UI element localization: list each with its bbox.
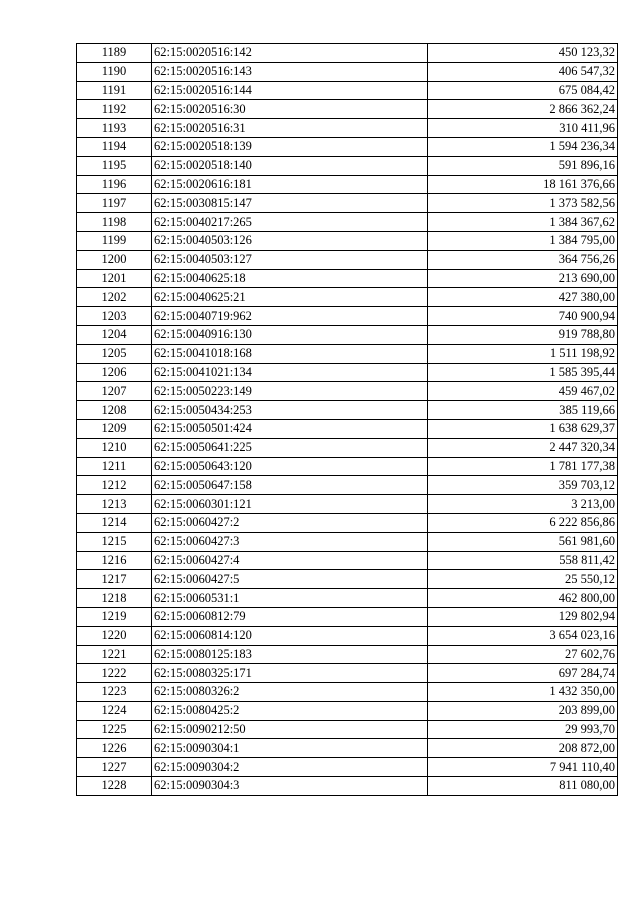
- cadastral-value-table: [76, 43, 618, 796]
- cadastral-number-cell: 62:15:0060427:3: [152, 532, 428, 551]
- row-number-cell: 1217: [77, 570, 152, 589]
- cadastral-value-cell: 129 802,94: [428, 607, 618, 626]
- cadastral-number-cell: 62:15:0020516:31: [152, 119, 428, 138]
- row-number-cell: 1189: [77, 44, 152, 63]
- cadastral-number-cell: 62:15:0040625:18: [152, 269, 428, 288]
- table-row: [77, 44, 618, 63]
- cadastral-number-cell: 62:15:0040916:130: [152, 325, 428, 344]
- cadastral-value-cell: 213 690,00: [428, 269, 618, 288]
- cadastral-number-cell: 62:15:0050643:120: [152, 457, 428, 476]
- table-row: [77, 777, 618, 796]
- cadastral-number-cell: 62:15:0040217:265: [152, 213, 428, 232]
- row-number-cell: 1221: [77, 645, 152, 664]
- table-row: [77, 307, 618, 326]
- cadastral-number-cell: 62:15:0080326:2: [152, 683, 428, 702]
- cadastral-number-cell: 62:15:0080125:183: [152, 645, 428, 664]
- cadastral-value-cell: 462 800,00: [428, 589, 618, 608]
- table-row: [77, 720, 618, 739]
- row-number-cell: 1213: [77, 495, 152, 514]
- table-row: [77, 156, 618, 175]
- cadastral-number-cell: 62:15:0060427:2: [152, 513, 428, 532]
- cadastral-number-cell: 62:15:0080425:2: [152, 701, 428, 720]
- table-row: [77, 194, 618, 213]
- cadastral-value-cell: 1 585 395,44: [428, 363, 618, 382]
- row-number-cell: 1212: [77, 476, 152, 495]
- cadastral-number-cell: 62:15:0030815:147: [152, 194, 428, 213]
- table-row: [77, 589, 618, 608]
- table-row: [77, 438, 618, 457]
- row-number-cell: 1220: [77, 626, 152, 645]
- cadastral-number-cell: 62:15:0020518:139: [152, 137, 428, 156]
- row-number-cell: 1190: [77, 62, 152, 81]
- cadastral-number-cell: 62:15:0020516:143: [152, 62, 428, 81]
- row-number-cell: 1222: [77, 664, 152, 683]
- cadastral-number-cell: 62:15:0050434:253: [152, 401, 428, 420]
- table-row: [77, 495, 618, 514]
- cadastral-number-cell: 62:15:0041021:134: [152, 363, 428, 382]
- cadastral-value-cell: 18 161 376,66: [428, 175, 618, 194]
- row-number-cell: 1201: [77, 269, 152, 288]
- cadastral-value-cell: 1 511 198,92: [428, 344, 618, 363]
- table-row: [77, 570, 618, 589]
- cadastral-value-cell: 1 594 236,34: [428, 137, 618, 156]
- row-number-cell: 1193: [77, 119, 152, 138]
- cadastral-number-cell: 62:15:0040503:127: [152, 250, 428, 269]
- cadastral-number-cell: 62:15:0020616:181: [152, 175, 428, 194]
- table-row: [77, 664, 618, 683]
- cadastral-number-cell: 62:15:0080325:171: [152, 664, 428, 683]
- cadastral-value-cell: 310 411,96: [428, 119, 618, 138]
- cadastral-value-cell: 427 380,00: [428, 288, 618, 307]
- row-number-cell: 1214: [77, 513, 152, 532]
- table-row: [77, 457, 618, 476]
- table-row: [77, 269, 618, 288]
- cadastral-number-cell: 62:15:0060301:121: [152, 495, 428, 514]
- row-number-cell: 1200: [77, 250, 152, 269]
- cadastral-number-cell: 62:15:0090304:1: [152, 739, 428, 758]
- table-row: [77, 137, 618, 156]
- table-row: [77, 382, 618, 401]
- table-row: [77, 119, 618, 138]
- table-row: [77, 626, 618, 645]
- cadastral-value-cell: 1 384 367,62: [428, 213, 618, 232]
- row-number-cell: 1211: [77, 457, 152, 476]
- row-number-cell: 1196: [77, 175, 152, 194]
- cadastral-number-cell: 62:15:0090304:3: [152, 777, 428, 796]
- cadastral-value-cell: 2 866 362,24: [428, 100, 618, 119]
- row-number-cell: 1198: [77, 213, 152, 232]
- table-row: [77, 701, 618, 720]
- table-row: [77, 250, 618, 269]
- cadastral-value-cell: 359 703,12: [428, 476, 618, 495]
- cadastral-value-cell: 1 638 629,37: [428, 419, 618, 438]
- row-number-cell: 1197: [77, 194, 152, 213]
- row-number-cell: 1207: [77, 382, 152, 401]
- cadastral-value-cell: 811 080,00: [428, 777, 618, 796]
- row-number-cell: 1223: [77, 683, 152, 702]
- cadastral-value-cell: 591 896,16: [428, 156, 618, 175]
- row-number-cell: 1228: [77, 777, 152, 796]
- cadastral-value-cell: 919 788,80: [428, 325, 618, 344]
- table-row: [77, 344, 618, 363]
- table-row: [77, 513, 618, 532]
- row-number-cell: 1227: [77, 758, 152, 777]
- cadastral-value-cell: 1 373 582,56: [428, 194, 618, 213]
- cadastral-number-cell: 62:15:0090212:50: [152, 720, 428, 739]
- row-number-cell: 1208: [77, 401, 152, 420]
- table-row: [77, 175, 618, 194]
- row-number-cell: 1202: [77, 288, 152, 307]
- cadastral-number-cell: 62:15:0060814:120: [152, 626, 428, 645]
- row-number-cell: 1191: [77, 81, 152, 100]
- table-row: [77, 325, 618, 344]
- cadastral-value-cell: 25 550,12: [428, 570, 618, 589]
- cadastral-number-cell: 62:15:0060531:1: [152, 589, 428, 608]
- cadastral-number-cell: 62:15:0041018:168: [152, 344, 428, 363]
- table-row: [77, 401, 618, 420]
- cadastral-value-cell: 697 284,74: [428, 664, 618, 683]
- row-number-cell: 1226: [77, 739, 152, 758]
- table-row: [77, 288, 618, 307]
- cadastral-number-cell: 62:15:0040625:21: [152, 288, 428, 307]
- cadastral-value-cell: 7 941 110,40: [428, 758, 618, 777]
- table-row: [77, 231, 618, 250]
- row-number-cell: 1199: [77, 231, 152, 250]
- table-row: [77, 476, 618, 495]
- row-number-cell: 1219: [77, 607, 152, 626]
- table-row: [77, 739, 618, 758]
- table-row: [77, 363, 618, 382]
- table-row: [77, 62, 618, 81]
- cadastral-number-cell: 62:15:0090304:2: [152, 758, 428, 777]
- row-number-cell: 1216: [77, 551, 152, 570]
- row-number-cell: 1210: [77, 438, 152, 457]
- cadastral-number-cell: 62:15:0050647:158: [152, 476, 428, 495]
- row-number-cell: 1218: [77, 589, 152, 608]
- table-row: [77, 607, 618, 626]
- row-number-cell: 1203: [77, 307, 152, 326]
- cadastral-value-cell: 561 981,60: [428, 532, 618, 551]
- cadastral-number-cell: 62:15:0050641:225: [152, 438, 428, 457]
- cadastral-number-cell: 62:15:0050223:149: [152, 382, 428, 401]
- cadastral-value-cell: 1 432 350,00: [428, 683, 618, 702]
- cadastral-value-cell: 740 900,94: [428, 307, 618, 326]
- table-row: [77, 532, 618, 551]
- cadastral-value-cell: 6 222 856,86: [428, 513, 618, 532]
- cadastral-value-cell: 2 447 320,34: [428, 438, 618, 457]
- cadastral-number-cell: 62:15:0060812:79: [152, 607, 428, 626]
- table-row: [77, 683, 618, 702]
- cadastral-value-cell: 459 467,02: [428, 382, 618, 401]
- cadastral-number-cell: 62:15:0020516:144: [152, 81, 428, 100]
- row-number-cell: 1195: [77, 156, 152, 175]
- row-number-cell: 1224: [77, 701, 152, 720]
- cadastral-number-cell: 62:15:0060427:5: [152, 570, 428, 589]
- row-number-cell: 1225: [77, 720, 152, 739]
- cadastral-value-cell: 3 654 023,16: [428, 626, 618, 645]
- cadastral-number-cell: 62:15:0020516:30: [152, 100, 428, 119]
- table-row: [77, 419, 618, 438]
- table-row: [77, 758, 618, 777]
- table-row: [77, 551, 618, 570]
- cadastral-value-cell: 364 756,26: [428, 250, 618, 269]
- cadastral-number-cell: 62:15:0040719:962: [152, 307, 428, 326]
- cadastral-value-cell: 675 084,42: [428, 81, 618, 100]
- row-number-cell: 1215: [77, 532, 152, 551]
- table-row: [77, 645, 618, 664]
- table-body: [77, 44, 618, 796]
- row-number-cell: 1206: [77, 363, 152, 382]
- cadastral-value-cell: 1 384 795,00: [428, 231, 618, 250]
- cadastral-number-cell: 62:15:0040503:126: [152, 231, 428, 250]
- cadastral-value-cell: 558 811,42: [428, 551, 618, 570]
- cadastral-value-cell: 385 119,66: [428, 401, 618, 420]
- row-number-cell: 1205: [77, 344, 152, 363]
- cadastral-value-cell: 203 899,00: [428, 701, 618, 720]
- cadastral-value-cell: 3 213,00: [428, 495, 618, 514]
- cadastral-value-cell: 29 993,70: [428, 720, 618, 739]
- row-number-cell: 1209: [77, 419, 152, 438]
- table-row: [77, 81, 618, 100]
- cadastral-value-cell: 27 602,76: [428, 645, 618, 664]
- cadastral-number-cell: 62:15:0020518:140: [152, 156, 428, 175]
- row-number-cell: 1194: [77, 137, 152, 156]
- table-row: [77, 100, 618, 119]
- cadastral-number-cell: 62:15:0020516:142: [152, 44, 428, 63]
- cadastral-value-cell: 208 872,00: [428, 739, 618, 758]
- table-row: [77, 213, 618, 232]
- row-number-cell: 1192: [77, 100, 152, 119]
- row-number-cell: 1204: [77, 325, 152, 344]
- cadastral-value-cell: 1 781 177,38: [428, 457, 618, 476]
- cadastral-value-cell: 450 123,32: [428, 44, 618, 63]
- cadastral-number-cell: 62:15:0060427:4: [152, 551, 428, 570]
- cadastral-value-cell: 406 547,32: [428, 62, 618, 81]
- cadastral-number-cell: 62:15:0050501:424: [152, 419, 428, 438]
